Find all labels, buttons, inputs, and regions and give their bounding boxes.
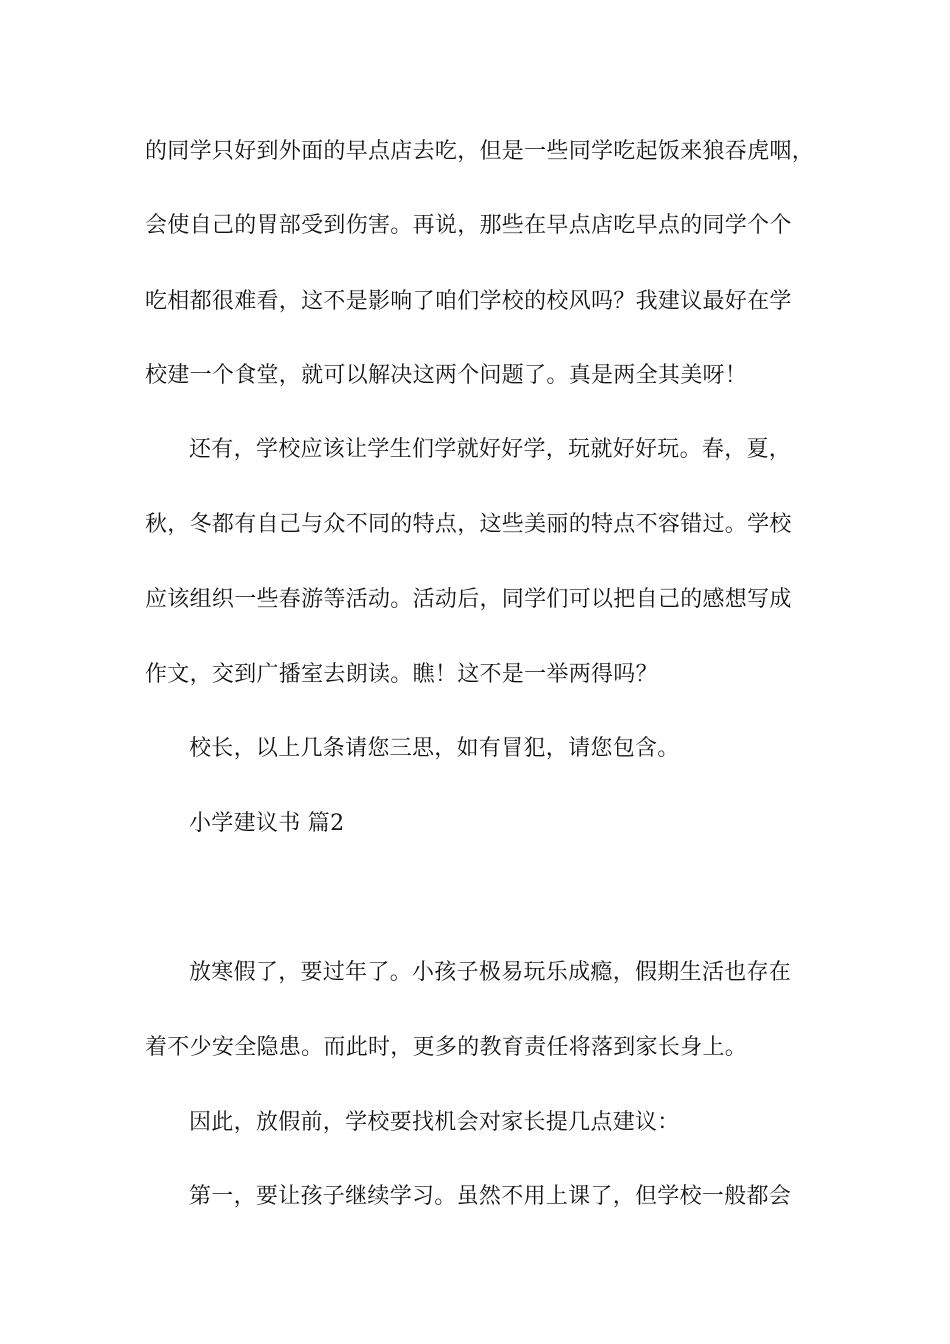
paragraph-line: 秋，冬都有自己与众不同的特点，这些美丽的特点不容错过。学校 <box>145 512 792 537</box>
paragraph-line: 放寒假了，要过年了。小孩子极易玩乐成瘾，假期生活也存在 <box>189 960 792 985</box>
paragraph-line: 会使自己的胃部受到伤害。再说，那些在早点店吃早点的同学个个 <box>145 213 792 238</box>
paragraph-line: 校建一个食堂，就可以解决这两个问题了。真是两全其美呀！ <box>145 363 748 388</box>
section-heading: 小学建议书 篇2 <box>189 811 345 836</box>
paragraph-line: 应该组织一些春游等活动。活动后，同学们可以把自己的感想写成 <box>145 587 792 612</box>
paragraph-line: 着不少安全隐患。而此时，更多的教育责任将落到家长身上。 <box>145 1035 748 1060</box>
paragraph-line: 因此，放假前，学校要找机会对家长提几点建议： <box>189 1110 680 1135</box>
paragraph-line: 的同学只好到外面的早点店去吃，但是一些同学吃起饭来狼吞虎咽， <box>145 139 815 164</box>
paragraph-line: 作文，交到广播室去朗读。瞧！这不是一举两得吗？ <box>145 662 658 687</box>
paragraph-line: 还有，学校应该让学生们学就好好学，玩就好好玩。春，夏， <box>189 437 792 462</box>
paragraph-line: 校长，以上几条请您三思，如有冒犯，请您包含。 <box>189 736 680 761</box>
paragraph-line: 吃相都很难看，这不是影响了咱们学校的校风吗？我建议最好在学 <box>145 289 792 314</box>
paragraph-line: 第一，要让孩子继续学习。虽然不用上课了，但学校一般都会 <box>189 1184 792 1209</box>
